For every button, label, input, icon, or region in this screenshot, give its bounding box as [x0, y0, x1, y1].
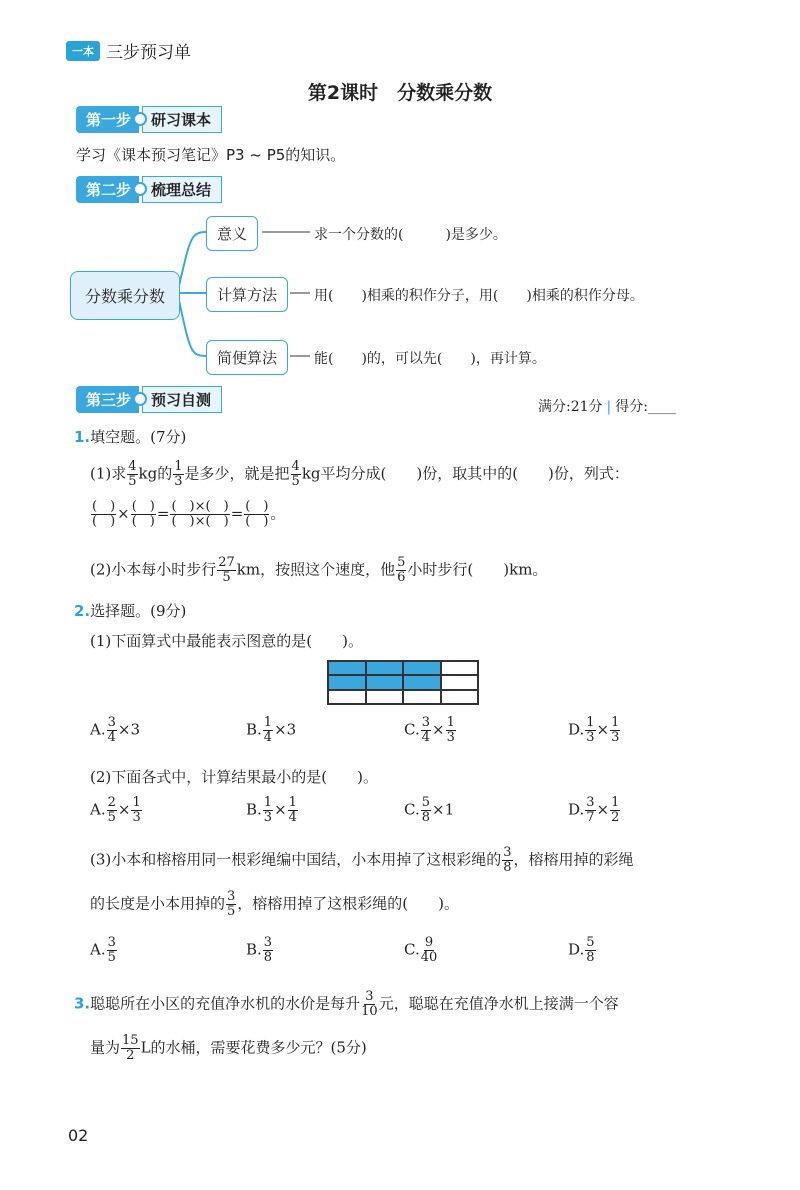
- mindmap-node-meaning: 意义: [206, 216, 258, 251]
- fraction: [610, 716, 620, 745]
- fraction-numerator: 3: [421, 715, 430, 730]
- fraction-denominator: 3: [586, 730, 595, 745]
- q2s1-option-b[interactable]: [246, 716, 296, 745]
- fraction: [291, 460, 301, 489]
- fraction-numerator: 2: [107, 795, 116, 810]
- times-sign: ×: [596, 800, 610, 819]
- blank-numerator[interactable]: ( ): [245, 499, 269, 514]
- fraction: [263, 796, 273, 825]
- q2s3-option-d[interactable]: [568, 936, 597, 965]
- fraction-denominator: 3: [611, 730, 620, 745]
- fraction-numerator: 3: [586, 795, 595, 810]
- blank-numerator[interactable]: [170, 500, 229, 515]
- fraction-denominator: 8: [586, 950, 595, 965]
- fraction: [121, 1034, 140, 1063]
- fraction: [107, 716, 117, 745]
- option-label: C.: [404, 720, 420, 739]
- q2-title-text: 选择题。(9分): [90, 602, 187, 620]
- fraction-denominator: 8: [421, 810, 430, 825]
- fraction-denominator: 3: [263, 810, 273, 825]
- q3-text: 聪聪所在小区的充值净水机的水价是每升: [90, 994, 361, 1013]
- fraction-denominator: 5: [107, 950, 116, 965]
- blank-fraction[interactable]: [170, 500, 229, 529]
- grid-cell-shaded: [328, 661, 366, 675]
- fraction-numerator: 5: [586, 935, 595, 950]
- blank-denominator[interactable]: ( ): [131, 514, 155, 529]
- step3-name: 预习自测: [142, 386, 222, 413]
- fraction-numerator: 5: [421, 795, 430, 810]
- fraction-denominator: 3: [132, 810, 141, 825]
- blank[interactable]: ( ): [171, 499, 195, 514]
- fraction: [226, 890, 236, 919]
- q3-text: 元，聪聪在充值净水机上接满一个容: [378, 994, 619, 1013]
- fraction-numerator: 3: [107, 935, 116, 950]
- fraction-denominator: 2: [611, 810, 620, 825]
- q1-title-text: 填空题。(7分): [90, 428, 187, 446]
- q1-part2: [90, 556, 547, 585]
- q2s2-option-a[interactable]: [90, 796, 143, 825]
- fraction: [107, 936, 117, 965]
- fraction: [361, 990, 378, 1019]
- q1p1-d: kg平均分成( )份，取其中的( )份，列式：: [301, 464, 629, 483]
- fraction: [585, 936, 595, 965]
- q2s1-option-d[interactable]: [568, 716, 621, 745]
- blank-denominator[interactable]: ( ): [245, 514, 269, 529]
- q2s3-line2: [90, 890, 459, 919]
- fraction-numerator: 15: [122, 1033, 139, 1048]
- grid-cell-shaded: [328, 675, 366, 689]
- fraction-denominator: 3: [446, 730, 455, 745]
- option-label: D.: [568, 940, 585, 959]
- grid-cell-shaded: [403, 675, 441, 689]
- q1-formula-blanks: [90, 500, 285, 529]
- equals-sign: =: [230, 504, 244, 523]
- grid-cell-shaded: [366, 675, 404, 689]
- q1p1-b: kg的: [138, 464, 173, 483]
- q2-number: 2.: [74, 602, 91, 620]
- fraction-denominator: 3: [174, 474, 183, 489]
- step1-text: 学习《课本预习笔记》P3 ~ P5的知识。: [76, 146, 346, 164]
- mindmap-line-meaning: 求一个分数的( )是多少。: [314, 227, 507, 243]
- q1p2-c: 小时步行( )km。: [407, 560, 548, 579]
- fraction-numerator: 3: [263, 935, 273, 950]
- q2s3-option-a[interactable]: [90, 936, 118, 965]
- blank[interactable]: ( ): [205, 514, 229, 529]
- fraction-denominator: 6: [397, 570, 406, 585]
- blank[interactable]: ( ): [205, 499, 229, 514]
- fraction-numerator: 1: [174, 459, 183, 474]
- fraction-denominator: 4: [263, 730, 273, 745]
- times-sign: ×: [117, 800, 131, 819]
- fraction: [585, 796, 595, 825]
- q2s2-stem: (2)下面各式中，计算结果最小的是( )。: [90, 768, 378, 786]
- fraction-numerator: 3: [503, 845, 512, 860]
- blank-numerator[interactable]: ( ): [131, 499, 155, 514]
- q1-part1: [90, 460, 629, 489]
- fraction-denominator: 5: [227, 904, 236, 919]
- got-score: 得分:____: [615, 399, 676, 415]
- q3-text: 量为: [90, 1038, 121, 1057]
- q2s1-option-c[interactable]: [404, 716, 457, 745]
- step2-name: 梳理总结: [142, 176, 222, 203]
- fraction: [396, 556, 406, 585]
- grid-cell: [441, 661, 479, 675]
- option-label: D.: [568, 720, 585, 739]
- option-label: A.: [90, 940, 106, 959]
- q2s2-option-d[interactable]: [568, 796, 621, 825]
- blank-fraction[interactable]: [244, 500, 269, 529]
- option-label: B.: [246, 800, 262, 819]
- fraction: [173, 460, 183, 489]
- step3-header: [76, 386, 222, 412]
- fraction: [131, 796, 141, 825]
- fraction-numerator: 3: [107, 715, 116, 730]
- fraction: [502, 846, 512, 875]
- step1-name: 研习课本: [142, 106, 222, 133]
- times-sign: ×: [117, 504, 130, 523]
- times-sign: ×: [596, 720, 610, 739]
- option-label: D.: [568, 800, 585, 819]
- fraction: [585, 716, 595, 745]
- fraction-numerator: 9: [424, 935, 434, 950]
- fraction: [421, 796, 431, 825]
- fraction-numerator: 1: [132, 795, 141, 810]
- fraction-denominator: 5: [107, 810, 116, 825]
- mindmap-node-shortcut: 简便算法: [206, 340, 288, 375]
- page-number: 02: [68, 1126, 89, 1145]
- q1p2-b: km，按照这个速度，他: [236, 560, 396, 579]
- fraction: [421, 936, 438, 965]
- blank-fraction[interactable]: [131, 500, 156, 529]
- fraction: [263, 716, 273, 745]
- option-label: A.: [90, 720, 106, 739]
- fraction-denominator: 8: [263, 950, 273, 965]
- q2s3-text: ，榕榕用掉了这根彩绳的( )。: [237, 894, 460, 913]
- fraction-numerator: 5: [397, 555, 406, 570]
- fraction-numerator: 1: [263, 795, 273, 810]
- option-label: C.: [404, 940, 420, 959]
- period: 。: [270, 504, 286, 523]
- q3-line1: [74, 990, 619, 1019]
- fraction-numerator: 1: [611, 795, 620, 810]
- fraction-numerator: 1: [263, 715, 273, 730]
- fraction-numerator: 27: [218, 555, 235, 570]
- blank[interactable]: ( ): [171, 514, 195, 529]
- fraction-denominator: 10: [361, 1004, 378, 1019]
- q3-number: 3.: [74, 994, 91, 1013]
- mindmap-connectors: [0, 0, 800, 400]
- step1-tag: 第一步: [76, 106, 139, 133]
- fraction: [610, 796, 620, 825]
- fraction-numerator: 1: [446, 715, 455, 730]
- fraction-denominator: 2: [126, 1048, 135, 1063]
- score-box: 满分:21分 | 得分:____: [538, 399, 676, 415]
- fraction-denominator: 7: [586, 810, 595, 825]
- times-sign: ×: [274, 800, 287, 819]
- fraction: [446, 716, 456, 745]
- option-label: C.: [404, 800, 420, 819]
- step2-tag: 第二步: [76, 176, 139, 203]
- option-tail: ×3: [274, 720, 297, 739]
- q2s3-text: 的长度是小本用掉的: [90, 894, 226, 913]
- fraction: [217, 556, 236, 585]
- blank-denominator[interactable]: [171, 515, 228, 529]
- fraction-denominator: 5: [291, 474, 300, 489]
- lesson-title: 第2课时 分数乘分数: [307, 82, 493, 104]
- option-tail: ×3: [117, 720, 141, 739]
- option-label: B.: [246, 940, 262, 959]
- grid-cell-shaded: [366, 661, 404, 675]
- step-dot-icon: [133, 112, 147, 126]
- q1p1-a: (1)求: [90, 464, 127, 483]
- fraction: [421, 716, 431, 745]
- mindmap-line-shortcut: 能( )的，可以先( )，再计算。: [314, 351, 546, 367]
- fraction-numerator: 1: [288, 795, 297, 810]
- blank-numerator[interactable]: ( ): [92, 499, 116, 514]
- fraction-grid-diagram: [327, 660, 479, 705]
- q2s3-text: ，榕榕用掉的彩绳: [513, 850, 634, 869]
- fraction-numerator: 1: [611, 715, 620, 730]
- step3-tag: 第三步: [76, 386, 139, 413]
- blank-fraction[interactable]: [91, 500, 116, 529]
- grid-cell: [403, 690, 441, 704]
- mindmap-node-method: 计算方法: [206, 277, 288, 312]
- q3-line2: [90, 1034, 367, 1063]
- q2s3-line1: [90, 846, 634, 875]
- brand-logo: 一本: [66, 41, 100, 61]
- fraction-numerator: 3: [227, 889, 236, 904]
- q3-text: L的水桶，需要花费多少元？(5分): [140, 1038, 367, 1057]
- fraction-numerator: 3: [365, 989, 374, 1004]
- step-dot-icon: [133, 392, 147, 406]
- fraction-denominator: 4: [288, 810, 297, 825]
- times-sign: ×: [432, 720, 445, 739]
- q2s3-option-b[interactable]: [246, 936, 274, 965]
- q2s2-option-b[interactable]: [246, 796, 299, 825]
- fraction: [127, 460, 137, 489]
- fraction-numerator: 4: [291, 459, 300, 474]
- q1-title: [74, 426, 186, 447]
- q1p2-a: (2)小本每小时步行: [90, 560, 217, 579]
- fraction: [263, 936, 273, 965]
- fraction-denominator: 40: [420, 950, 438, 965]
- step-dot-icon: [133, 182, 147, 196]
- q2s1-option-a[interactable]: [90, 716, 140, 745]
- fraction: [288, 796, 298, 825]
- blank-denominator[interactable]: ( ): [92, 514, 116, 529]
- times-sign: ×: [194, 499, 206, 514]
- fraction-numerator: 4: [128, 459, 137, 474]
- times-sign: ×: [194, 514, 206, 529]
- equals-sign: =: [156, 504, 170, 523]
- grid-cell-shaded: [403, 661, 441, 675]
- option-label: B.: [246, 720, 262, 739]
- fraction-numerator: 1: [586, 715, 595, 730]
- option-tail: ×1: [432, 800, 455, 819]
- q2-title: [74, 600, 186, 621]
- grid-cell: [328, 690, 366, 704]
- q2s1-stem: (1)下面算式中最能表示图意的是( )。: [90, 632, 363, 650]
- q2s3-option-c[interactable]: [404, 936, 438, 965]
- q1-number: 1.: [74, 428, 91, 446]
- mindmap-line-method: 用( )相乘的积作分子，用( )相乘的积作分母。: [314, 288, 644, 304]
- q2s2-option-c[interactable]: [404, 796, 454, 825]
- fraction-denominator: 4: [107, 730, 116, 745]
- q1p1-c: 是多少，就是把: [184, 464, 290, 483]
- fraction: [107, 796, 117, 825]
- q2s3-text: (3)小本和榕榕用同一根彩绳编中国结，小本用掉了这根彩绳的: [90, 850, 502, 869]
- series-title: 三步预习单: [106, 43, 191, 63]
- fraction-denominator: 4: [421, 730, 430, 745]
- grid-cell: [366, 690, 404, 704]
- fraction-denominator: 5: [222, 570, 231, 585]
- grid-cell: [441, 675, 479, 689]
- mindmap-root: 分数乘分数: [70, 271, 180, 320]
- fraction-denominator: 8: [503, 860, 512, 875]
- fraction-denominator: 5: [128, 474, 137, 489]
- full-score: 满分:21分: [538, 399, 603, 415]
- option-label: A.: [90, 800, 106, 819]
- grid-cell: [441, 690, 479, 704]
